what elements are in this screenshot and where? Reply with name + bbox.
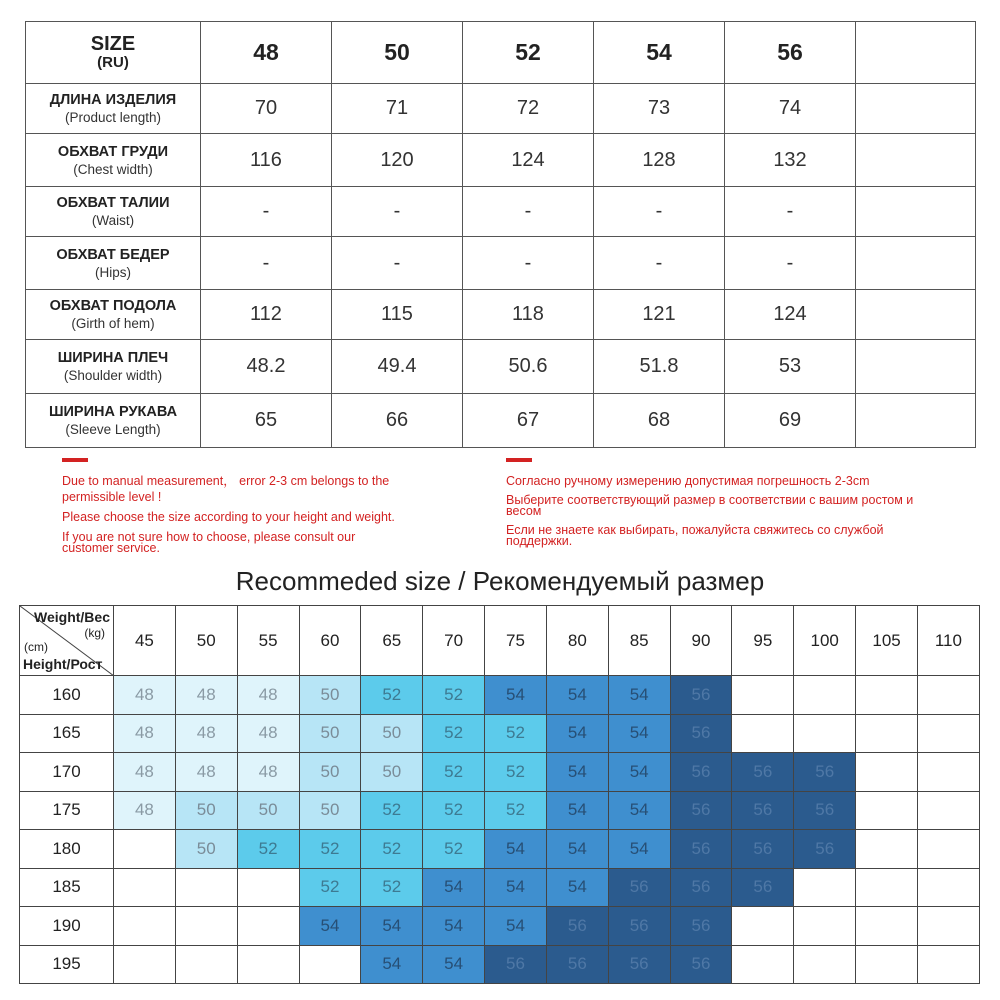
recommended-size-cell	[856, 791, 918, 830]
measurement-value: 71	[332, 84, 463, 134]
recommended-size-cell: 52	[361, 676, 423, 715]
recommended-size-cell	[299, 945, 361, 984]
recommended-size-cell	[732, 714, 794, 753]
recommended-size-cell	[856, 907, 918, 946]
recommended-size-cell	[856, 676, 918, 715]
recommended-size-cell	[917, 676, 979, 715]
recommended-size-cell: 50	[237, 791, 299, 830]
recommended-size-table	[19, 605, 980, 984]
note-ru-line: Согласно ручному измерению допустимая погрешность 2-3cm	[506, 474, 870, 488]
weight-header-cell: 110	[917, 606, 979, 676]
weight-axis-label: Weight/Bec	[34, 609, 110, 625]
recommended-size-cell: 54	[361, 907, 423, 946]
recommended-size-cell	[917, 868, 979, 907]
weight-header-cell: 100	[794, 606, 856, 676]
recommended-size-cell: 54	[485, 907, 547, 946]
recommended-size-cell: 52	[423, 753, 485, 792]
recommended-size-cell: 56	[732, 753, 794, 792]
measurement-value: 124	[463, 134, 594, 187]
measurement-label-en: (Hips)	[95, 264, 131, 280]
measurement-row	[26, 237, 976, 290]
measurement-value: 65	[201, 394, 332, 448]
size-header-title: SIZE	[90, 33, 136, 55]
recommended-size-cell: 56	[608, 945, 670, 984]
recommended-size-cell	[917, 753, 979, 792]
recommended-size-cell: 54	[423, 945, 485, 984]
measurement-row	[26, 187, 976, 237]
recommended-size-cell	[856, 714, 918, 753]
height-header-cell: 190	[20, 907, 114, 946]
recommended-size-cell: 48	[237, 676, 299, 715]
recommended-size-cell	[237, 907, 299, 946]
recommended-size-cell	[917, 945, 979, 984]
note-ru-line: поддержки.	[506, 534, 573, 548]
measurement-row	[26, 340, 976, 394]
measurement-value	[856, 340, 976, 394]
weight-header-cell: 70	[423, 606, 485, 676]
recommended-size-cell: 56	[794, 830, 856, 869]
recommended-size-cell: 54	[608, 791, 670, 830]
recommended-size-body	[20, 606, 980, 984]
recommended-size-cell: 50	[299, 791, 361, 830]
measurement-value	[856, 187, 976, 237]
recommended-size-cell: 54	[299, 907, 361, 946]
corner-cell	[20, 606, 114, 676]
measurement-row	[26, 394, 976, 448]
measurement-label-en: (Girth of hem)	[71, 316, 155, 331]
height-axis-label: Height/Рост	[23, 656, 103, 672]
recommended-size-cell	[732, 945, 794, 984]
recommended-size-cell: 56	[732, 868, 794, 907]
height-row	[20, 676, 980, 715]
recommended-size-cell: 56	[670, 791, 732, 830]
note-en-line: customer service.	[62, 541, 160, 555]
size-header-subtitle: (RU)	[97, 54, 129, 71]
measurement-value: -	[594, 187, 725, 237]
recommended-size-cell: 52	[485, 791, 547, 830]
height-header-cell: 175	[20, 791, 114, 830]
weight-header-cell: 85	[608, 606, 670, 676]
recommended-size-cell	[794, 868, 856, 907]
height-header-cell: 195	[20, 945, 114, 984]
recommended-size-cell: 48	[175, 753, 237, 792]
recommended-size-cell	[114, 945, 176, 984]
measurement-value: 124	[725, 290, 856, 340]
measurement-value	[856, 134, 976, 187]
recommended-size-cell: 54	[546, 753, 608, 792]
height-header-cell: 180	[20, 830, 114, 869]
recommended-size-cell: 50	[361, 753, 423, 792]
measurement-label-cell	[26, 187, 201, 237]
recommended-size-cell: 52	[423, 714, 485, 753]
recommended-size-cell: 54	[423, 868, 485, 907]
recommended-size-cell: 56	[670, 868, 732, 907]
measurement-label-ru: ОБХВАТ ПОДОЛА	[49, 298, 177, 314]
recommended-size-cell: 50	[299, 676, 361, 715]
measurement-label-ru: ДЛИНА ИЗДЕЛИЯ	[49, 92, 177, 108]
recommended-size-cell: 50	[361, 714, 423, 753]
note-en-line: permissible level !	[62, 490, 162, 504]
recommended-size-cell: 48	[114, 791, 176, 830]
recommended-size-cell: 50	[299, 714, 361, 753]
measurement-row	[26, 134, 976, 187]
recommended-size-cell: 48	[175, 676, 237, 715]
measurement-label-en: (Chest width)	[73, 161, 153, 177]
height-header-cell: 165	[20, 714, 114, 753]
measurement-value: 72	[463, 84, 594, 134]
measurement-value: -	[201, 187, 332, 237]
recommended-size-title: Recommeded size / Рекомендуемый размер	[235, 566, 765, 596]
measurement-value: 118	[463, 290, 594, 340]
measurement-value: -	[332, 237, 463, 290]
recommended-size-cell: 48	[175, 714, 237, 753]
measurement-value	[856, 394, 976, 448]
measurement-label-cell	[26, 340, 201, 394]
note-accent-bar-ru	[506, 458, 532, 462]
recommended-size-cell	[794, 676, 856, 715]
recommended-size-cell: 54	[423, 907, 485, 946]
measurement-row	[26, 290, 976, 340]
recommended-size-cell	[917, 714, 979, 753]
recommended-size-cell	[856, 868, 918, 907]
measurement-value: 66	[332, 394, 463, 448]
recommended-size-cell: 48	[237, 714, 299, 753]
size-header-value: 52	[463, 22, 594, 84]
recommended-size-cell: 56	[670, 676, 732, 715]
measurement-value	[856, 84, 976, 134]
recommended-size-cell: 52	[361, 830, 423, 869]
measurement-label-ru: ОБХВАТ ГРУДИ	[57, 143, 169, 160]
measurement-label-en: (Sleeve Length)	[65, 422, 161, 437]
recommended-size-cell: 52	[361, 791, 423, 830]
recommended-size-cell: 56	[670, 753, 732, 792]
measurement-value: 49.4	[332, 340, 463, 394]
measurement-value: -	[725, 187, 856, 237]
measurement-label-cell	[26, 290, 201, 340]
measurement-value: 68	[594, 394, 725, 448]
recommended-size-cell: 54	[608, 830, 670, 869]
recommended-size-cell	[917, 907, 979, 946]
weight-header-cell: 55	[237, 606, 299, 676]
recommended-size-cell	[732, 676, 794, 715]
recommended-size-cell: 56	[670, 945, 732, 984]
recommended-size-cell: 52	[299, 868, 361, 907]
height-row	[20, 791, 980, 830]
measurement-value: 53	[725, 340, 856, 394]
recommended-size-cell: 56	[670, 830, 732, 869]
measurement-value: -	[463, 187, 594, 237]
recommended-size-cell: 48	[237, 753, 299, 792]
height-row	[20, 907, 980, 946]
note-en-line: Due to manual measurement， error 2-3 cm belongs to the	[62, 474, 390, 488]
size-header-label	[26, 22, 201, 84]
recommended-size-cell: 56	[732, 830, 794, 869]
measurement-value: 112	[201, 290, 332, 340]
note-ru-line: Выберите соответствующий размер в соответствии с вашим ростом и	[506, 493, 914, 507]
recommended-size-cell: 54	[608, 676, 670, 715]
recommended-size-cell	[114, 830, 176, 869]
recommended-size-cell	[175, 945, 237, 984]
recommended-size-cell	[114, 907, 176, 946]
note-accent-bar-en	[62, 458, 88, 462]
weight-header-cell: 95	[732, 606, 794, 676]
measurement-label-en: (Waist)	[91, 213, 135, 228]
note-ru-line: весом	[506, 504, 542, 518]
size-header-value	[856, 22, 976, 84]
measurement-label-ru: ОБХВАТ ТАЛИИ	[56, 195, 170, 211]
measurement-value: 69	[725, 394, 856, 448]
size-header-value: 56	[725, 22, 856, 84]
weight-header-cell: 50	[175, 606, 237, 676]
measurement-label-en: (Product length)	[64, 110, 162, 125]
height-row	[20, 830, 980, 869]
recommended-size-cell	[794, 945, 856, 984]
measurement-value: 50.6	[463, 340, 594, 394]
recommended-size-cell	[237, 868, 299, 907]
recommended-size-cell: 56	[546, 945, 608, 984]
height-header-cell: 185	[20, 868, 114, 907]
recommended-size-cell: 54	[546, 868, 608, 907]
recommended-size-cell: 56	[732, 791, 794, 830]
note-ru-line: Если не знаете как выбирать, пожалуйста свяжитесь со службой	[506, 523, 884, 537]
measurement-value: 116	[201, 134, 332, 187]
recommended-size-cell: 52	[299, 830, 361, 869]
measurement-value: -	[201, 237, 332, 290]
recommended-size-cell: 52	[423, 676, 485, 715]
height-row	[20, 868, 980, 907]
recommended-size-cell: 52	[485, 753, 547, 792]
recommended-size-cell: 54	[361, 945, 423, 984]
recommended-size-cell	[114, 868, 176, 907]
recommended-size-cell: 56	[608, 868, 670, 907]
recommended-size-cell: 48	[114, 676, 176, 715]
note-en-line: Please choose the size according to your height and weight.	[62, 510, 395, 524]
measurement-value	[856, 237, 976, 290]
measurement-value: 74	[725, 84, 856, 134]
weight-header-cell: 65	[361, 606, 423, 676]
weight-header-cell: 90	[670, 606, 732, 676]
measurement-label-ru: ШИРИНА ПЛЕЧ	[57, 350, 169, 366]
recommended-size-cell	[917, 791, 979, 830]
measurement-label-ru: ОБХВАТ БЕДЕР	[56, 246, 170, 263]
recommended-size-cell: 54	[485, 676, 547, 715]
measurement-value: 51.8	[594, 340, 725, 394]
recommended-size-cell: 56	[670, 907, 732, 946]
recommended-size-cell	[856, 830, 918, 869]
height-row	[20, 753, 980, 792]
measurement-label-cell	[26, 394, 201, 448]
recommended-size-cell: 54	[546, 676, 608, 715]
measurement-value	[856, 290, 976, 340]
height-row	[20, 945, 980, 984]
recommended-size-cell: 52	[361, 868, 423, 907]
recommended-size-cell: 52	[485, 714, 547, 753]
recommended-size-cell: 54	[485, 868, 547, 907]
recommended-size-cell: 56	[794, 753, 856, 792]
recommended-size-cell	[856, 753, 918, 792]
height-header-cell: 160	[20, 676, 114, 715]
recommended-size-cell: 50	[175, 830, 237, 869]
recommended-size-cell: 50	[175, 791, 237, 830]
size-header-value: 54	[594, 22, 725, 84]
measurement-value: -	[594, 237, 725, 290]
height-header-cell: 170	[20, 753, 114, 792]
recommended-size-cell	[856, 945, 918, 984]
recommended-size-cell: 52	[237, 830, 299, 869]
height-unit-label: (cm)	[24, 640, 48, 654]
recommended-size-cell	[732, 907, 794, 946]
size-chart-body	[26, 22, 976, 448]
recommended-size-cell: 50	[299, 753, 361, 792]
recommended-size-cell: 54	[608, 753, 670, 792]
measurement-label-cell	[26, 134, 201, 187]
measurement-value: 70	[201, 84, 332, 134]
measurement-value: -	[332, 187, 463, 237]
size-chart-table	[25, 21, 976, 448]
measurement-value: -	[463, 237, 594, 290]
weight-header-cell: 80	[546, 606, 608, 676]
recommended-size-cell: 56	[485, 945, 547, 984]
size-header-value: 48	[201, 22, 332, 84]
measurement-value: 115	[332, 290, 463, 340]
measurement-label-cell	[26, 84, 201, 134]
recommended-size-cell	[794, 714, 856, 753]
recommended-size-cell: 56	[794, 791, 856, 830]
size-header-value: 50	[332, 22, 463, 84]
weight-header-cell: 60	[299, 606, 361, 676]
recommended-size-cell: 54	[546, 830, 608, 869]
recommended-size-cell: 48	[114, 753, 176, 792]
measurement-value: 48.2	[201, 340, 332, 394]
recommended-size-cell: 54	[546, 714, 608, 753]
weight-unit-label: (kg)	[84, 626, 105, 640]
note-en-line: If you are not sure how to choose, please consult our	[62, 530, 356, 544]
recommended-size-cell	[917, 830, 979, 869]
recommended-size-cell: 56	[670, 714, 732, 753]
measurement-row	[26, 84, 976, 134]
recommended-size-cell	[175, 868, 237, 907]
measurement-label-en: (Shoulder width)	[63, 368, 163, 383]
size-header-row	[26, 22, 976, 84]
recommended-size-cell	[237, 945, 299, 984]
recommended-size-cell: 56	[608, 907, 670, 946]
recommended-size-cell: 54	[608, 714, 670, 753]
weight-header-cell: 45	[114, 606, 176, 676]
measurement-value: 120	[332, 134, 463, 187]
measurement-value: 128	[594, 134, 725, 187]
recommended-size-cell: 54	[546, 791, 608, 830]
weight-header-cell: 75	[485, 606, 547, 676]
measurement-value: -	[725, 237, 856, 290]
measurement-value: 121	[594, 290, 725, 340]
measurement-value: 132	[725, 134, 856, 187]
recommended-size-cell	[794, 907, 856, 946]
measurement-value: 73	[594, 84, 725, 134]
measurement-value: 67	[463, 394, 594, 448]
measurement-label-ru: ШИРИНА РУКАВА	[48, 404, 178, 420]
recommended-size-cell: 56	[546, 907, 608, 946]
recommended-size-cell: 52	[423, 830, 485, 869]
height-row	[20, 714, 980, 753]
recommended-size-cell: 52	[423, 791, 485, 830]
weight-header-cell: 105	[856, 606, 918, 676]
corner-labels	[20, 606, 113, 675]
recommended-size-cell	[175, 907, 237, 946]
recommended-size-cell: 54	[485, 830, 547, 869]
recommended-size-cell: 48	[114, 714, 176, 753]
weight-header-row	[20, 606, 980, 676]
measurement-label-cell	[26, 237, 201, 290]
